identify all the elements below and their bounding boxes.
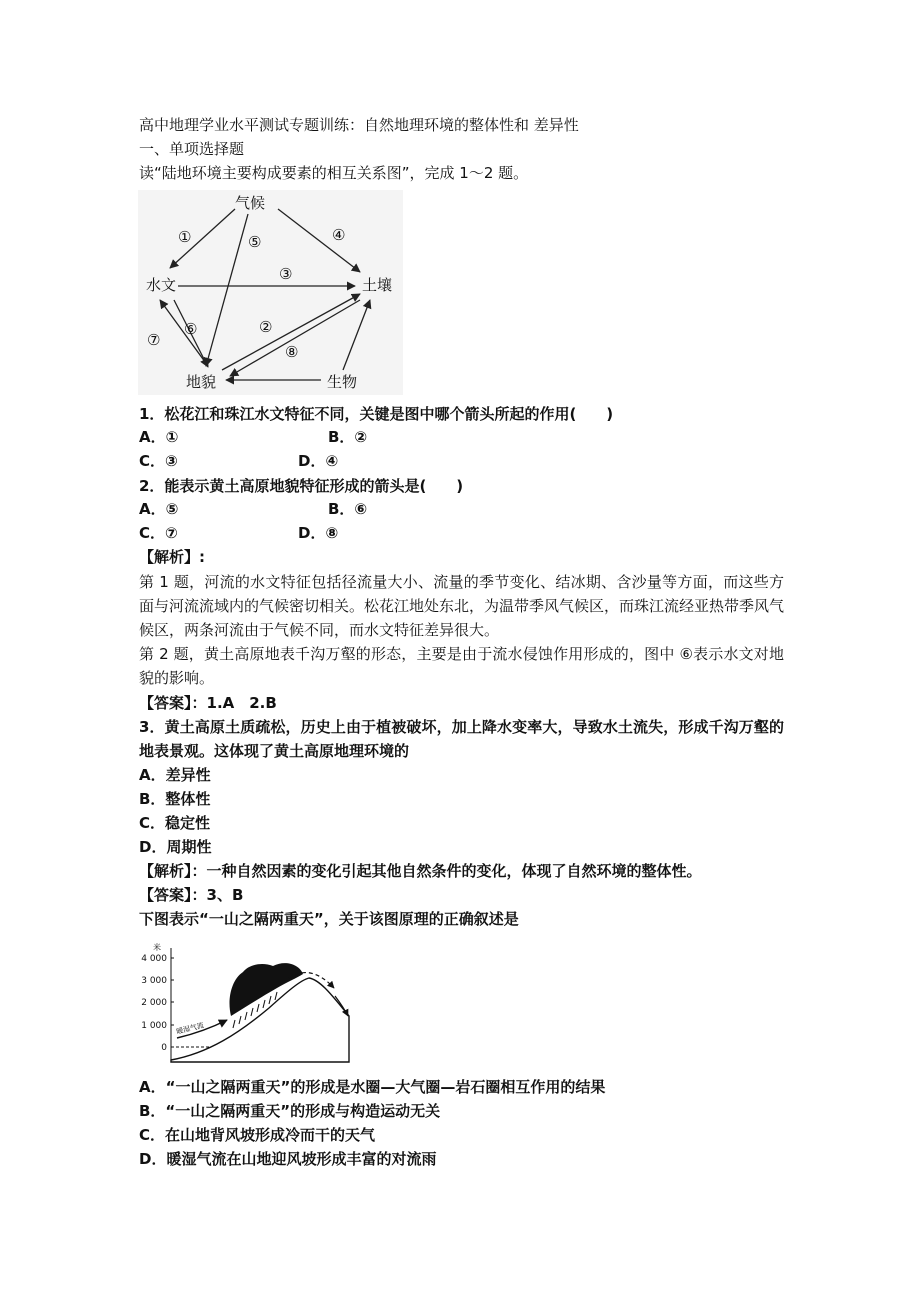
q2-option-b: B．⑥ <box>328 500 368 518</box>
q1-option-b: B．② <box>328 428 368 446</box>
q3-option-d: D．周期性 <box>139 838 212 856</box>
node-biology: 生物 <box>327 373 358 391</box>
q4-option-b: B．“一山之隔两重天”的形成与构造运动无关 <box>139 1102 441 1120</box>
mountain-profile-diagram <box>139 938 354 1068</box>
intro-text: 读“陆地环境主要构成要素的相互关系图”，完成 1～2 题。 <box>139 164 529 182</box>
arrow-label-1: ① <box>178 228 192 246</box>
analysis-label: 【解析】: <box>139 548 205 566</box>
q2-option-a: A．⑤ <box>139 500 179 518</box>
q2-option-c: C．⑦ <box>139 524 178 542</box>
airflow-label: 暖湿气流 <box>175 1021 205 1036</box>
ytick-1000: 1 000 <box>141 1021 167 1031</box>
q4-option-d: D．暖湿气流在山地迎风坡形成丰富的对流雨 <box>139 1150 437 1168</box>
page-title: 高中地理学业水平测试专题训练：自然地理环境的整体性和 差异性 <box>139 116 579 134</box>
node-landform: 地貌 <box>186 373 217 391</box>
answer-1: 【答案】：1.A 2.B <box>139 694 277 712</box>
q2-option-d: D．⑧ <box>298 524 339 542</box>
arrow-label-4: ④ <box>332 226 346 244</box>
arrow-label-2: ② <box>259 318 273 336</box>
section-heading: 一、单项选择题 <box>139 140 245 158</box>
arrow-label-3: ③ <box>279 265 293 283</box>
arrow-label-6: ⑥ <box>184 320 198 338</box>
node-climate: 气候 <box>235 194 266 212</box>
node-soil: 土壤 <box>362 276 393 294</box>
answer-3: 【答案】：3、B <box>139 886 244 904</box>
q1-option-d: D．④ <box>298 452 339 470</box>
q3-stem: 3．黄土高原土质疏松，历史上由于植被破坏，加上降水变率大，导致水土流失，形成千沟万壑的地表景观。这体现了黄土高原地理环境的 <box>139 718 784 760</box>
q4-stem: 下图表示“一山之隔两重天”，关于该图原理的正确叙述是 <box>139 910 519 928</box>
q4-option-a: A．“一山之隔两重天”的形成是水圈—大气圈—岩石圈相互作用的结果 <box>139 1078 606 1096</box>
analysis-1: 第 1 题，河流的水文特征包括径流量大小、流量的季节变化、结冰期、含沙量等方面，而这些方面与河流流域内的气候密切相关。松花江地处东北，为温带季风气候区，而珠江流经亚热带季风气候区，两条河流由于气候不同，而水文特征差异很大。 <box>139 573 785 639</box>
q4-option-c: C．在山地背风坡形成冷而干的天气 <box>139 1126 376 1144</box>
unit-label: 米 <box>153 943 161 952</box>
arrow-label-8: ⑧ <box>285 343 299 361</box>
analysis-2: 第 2 题，黄土高原地表千沟万壑的形态，主要是由于流水侵蚀作用形成的，图中 ⑥表示水文对地貌的影响。 <box>139 645 784 687</box>
node-hydrology: 水文 <box>146 276 177 294</box>
q3-option-a: A．差异性 <box>139 766 211 784</box>
q3-option-b: B．整体性 <box>139 790 211 808</box>
ytick-4000: 4 000 <box>141 954 167 964</box>
q1-option-c: C．③ <box>139 452 178 470</box>
element-relationship-diagram <box>138 190 403 395</box>
ytick-3000: 3 000 <box>141 976 167 986</box>
arrow-label-5: ⑤ <box>248 233 262 251</box>
ytick-0: 0 <box>161 1043 167 1053</box>
analysis-3: 【解析】：一种自然因素的变化引起其他自然条件的变化，体现了自然环境的整体性。 <box>139 862 702 880</box>
ytick-2000: 2 000 <box>141 998 167 1008</box>
q1-stem: 1．松花江和珠江水文特征不同，关键是图中哪个箭头所起的作用( ) <box>139 405 614 423</box>
q1-option-a: A．① <box>139 428 179 446</box>
arrow-label-7: ⑦ <box>147 331 161 349</box>
q3-option-c: C．稳定性 <box>139 814 211 832</box>
q2-stem: 2．能表示黄土高原地貌特征形成的箭头是( ) <box>139 477 464 495</box>
